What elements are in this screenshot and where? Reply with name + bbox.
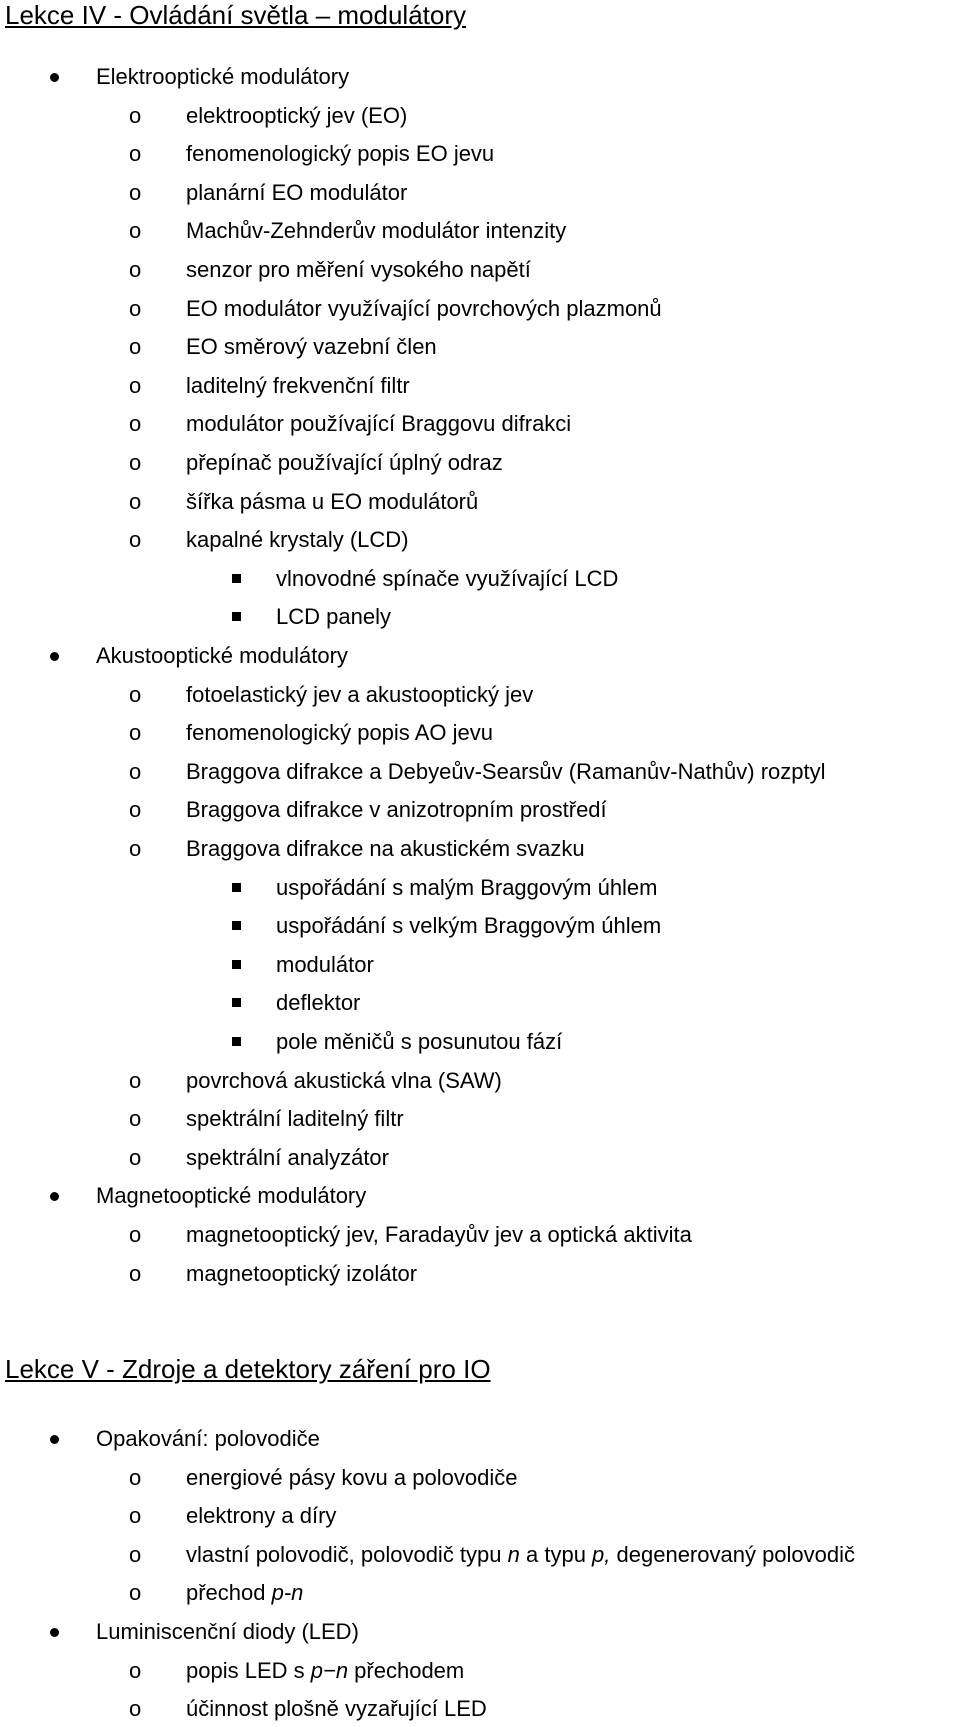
bullet-o-marker: o (129, 296, 142, 321)
list-item (0, 1578, 960, 1608)
list-item (0, 525, 960, 555)
item-text: modulátor používající Braggovu difrakci (186, 411, 572, 436)
item-text: spektrální laditelný filtr (186, 1106, 404, 1131)
item-text: planární EO modulátor (186, 180, 408, 205)
list-item (0, 178, 960, 208)
list-item (0, 1143, 960, 1173)
list-item (0, 1066, 960, 1096)
item-text: modulátor (276, 952, 374, 977)
item-text: uspořádání s velkým Braggovým úhlem (276, 913, 662, 938)
list-item (0, 487, 960, 517)
bullet-o-marker: o (129, 218, 142, 243)
list-item (0, 1259, 960, 1289)
bullet-square-icon (232, 921, 241, 930)
item-text: elektrony a díry (186, 1503, 337, 1528)
bullet-square-icon (232, 998, 241, 1007)
list-item (0, 448, 960, 478)
item-text: Braggova difrakce a Debyeův-Searsův (Ramanův-Nathův) rozptyl (186, 759, 826, 784)
item-text: spektrální analyzátor (186, 1145, 389, 1170)
bullet-o-marker: o (129, 1658, 142, 1683)
bullet-o-marker: o (129, 527, 142, 552)
sub-list-item (0, 950, 960, 980)
topic-item (0, 1424, 960, 1454)
topic-item (0, 1617, 960, 1647)
bullet-o-marker: o (129, 1465, 142, 1490)
italic-symbol: p-n (271, 1580, 304, 1605)
list-item (0, 795, 960, 825)
item-text: vlnovodné spínače využívající LCD (276, 566, 619, 591)
item-text (186, 1578, 303, 1608)
topic-item (0, 641, 960, 671)
bullet-o-marker: o (129, 1145, 142, 1170)
list-item (0, 1656, 960, 1686)
item-text: EO směrový vazební člen (186, 334, 437, 359)
item-text: energiové pásy kovu a polovodiče (186, 1465, 518, 1490)
list-item (0, 718, 960, 748)
list-item (0, 255, 960, 285)
item-text: senzor pro měření vysokého napětí (186, 257, 531, 282)
bullet-o-marker: o (129, 720, 142, 745)
bullet-o-marker: o (129, 450, 142, 475)
item-text: deflektor (276, 990, 361, 1015)
bullet-square-icon (232, 574, 241, 583)
bullet-o-marker: o (129, 1222, 142, 1247)
item-text: Akustooptické modulátory (96, 643, 348, 668)
bullet-o-marker: o (129, 759, 142, 784)
list-item (0, 1694, 960, 1724)
item-text (186, 1540, 855, 1570)
item-text: přepínač používající úplný odraz (186, 450, 503, 475)
text-run: popis LED s (186, 1658, 311, 1683)
item-text: Magnetooptické modulátory (96, 1183, 367, 1208)
list-item (0, 216, 960, 246)
item-text: magnetooptický jev, Faradayův jev a optická aktivita (186, 1222, 692, 1247)
text-run: přechodem (348, 1658, 465, 1683)
topic-item (0, 62, 960, 92)
item-text: Braggova difrakce na akustickém svazku (186, 836, 585, 861)
topic-item (0, 1181, 960, 1211)
list-item (0, 1220, 960, 1250)
list-item (0, 680, 960, 710)
item-text: Opakování: polovodiče (96, 1426, 320, 1451)
text-run: degenerovaný polovodič (610, 1542, 856, 1567)
italic-symbol: n (507, 1542, 520, 1567)
list-item (0, 1104, 960, 1134)
bullet-o-marker: o (129, 103, 142, 128)
item-text: šířka pásma u EO modulátorů (186, 489, 479, 514)
item-text: Braggova difrakce v anizotropním prostředí (186, 797, 607, 822)
bullet-o-marker: o (129, 180, 142, 205)
sub-list-item (0, 602, 960, 632)
list-item (0, 332, 960, 362)
bullet-square-icon (232, 960, 241, 969)
bullet-o-marker: o (129, 1261, 142, 1286)
list-item (0, 834, 960, 864)
bullet-o-marker: o (129, 1542, 142, 1567)
item-text: účinnost plošně vyzařující LED (186, 1696, 487, 1721)
bullet-o-marker: o (129, 1068, 142, 1093)
bullet-dot-icon (50, 73, 59, 82)
bullet-dot-icon (50, 1192, 59, 1201)
item-text: magnetooptický izolátor (186, 1261, 418, 1286)
list-item (0, 101, 960, 131)
bullet-square-icon (232, 612, 241, 621)
text-run: přechod (186, 1580, 272, 1605)
list-item (0, 371, 960, 401)
list-item (0, 757, 960, 787)
lesson-title: Lekce IV - Ovládání světla – modulátory (5, 0, 467, 30)
sub-list-item (0, 873, 960, 903)
bullet-o-marker: o (129, 141, 142, 166)
bullet-o-marker: o (129, 411, 142, 436)
list-item (0, 1463, 960, 1493)
item-text (186, 1656, 464, 1686)
sub-list-item (0, 564, 960, 594)
item-text: LCD panely (276, 604, 391, 629)
bullet-o-marker: o (129, 797, 142, 822)
bullet-dot-icon (50, 1628, 59, 1637)
bullet-o-marker: o (129, 489, 142, 514)
sub-list-item (0, 911, 960, 941)
italic-symbol: p−n (310, 1658, 349, 1683)
bullet-o-marker: o (129, 257, 142, 282)
item-text: Luminiscenční diody (LED) (96, 1619, 359, 1644)
bullet-square-icon (232, 883, 241, 892)
item-text: kapalné krystaly (LCD) (186, 527, 409, 552)
italic-symbol: p, (592, 1542, 611, 1567)
bullet-o-marker: o (129, 1580, 142, 1605)
bullet-dot-icon (50, 652, 59, 661)
item-text: fenomenologický popis EO jevu (186, 141, 495, 166)
item-text: fotoelastický jev a akustooptický jev (186, 682, 534, 707)
item-text: elektrooptický jev (EO) (186, 103, 408, 128)
bullet-o-marker: o (129, 334, 142, 359)
item-text: EO modulátor využívající povrchových plazmonů (186, 296, 662, 321)
text-run: vlastní polovodič, polovodič typu (186, 1542, 508, 1567)
item-text: fenomenologický popis AO jevu (186, 720, 493, 745)
item-text: pole měničů s posunutou fází (276, 1029, 563, 1054)
bullet-o-marker: o (129, 1106, 142, 1131)
list-item (0, 1540, 960, 1570)
bullet-o-marker: o (129, 682, 142, 707)
list-item (0, 409, 960, 439)
list-item (0, 1501, 960, 1531)
lesson-title: Lekce V - Zdroje a detektory záření pro IO (5, 1354, 491, 1384)
list-item (0, 139, 960, 169)
item-text: uspořádání s malým Braggovým úhlem (276, 875, 658, 900)
bullet-o-marker: o (129, 1696, 142, 1721)
sub-list-item (0, 988, 960, 1018)
bullet-square-icon (232, 1037, 241, 1046)
item-text: Elektrooptické modulátory (96, 64, 350, 89)
bullet-dot-icon (50, 1435, 59, 1444)
text-run: a typu (519, 1542, 593, 1567)
bullet-o-marker: o (129, 836, 142, 861)
item-text: laditelný frekvenční filtr (186, 373, 410, 398)
list-item (0, 294, 960, 324)
sub-list-item (0, 1027, 960, 1057)
bullet-o-marker: o (129, 373, 142, 398)
item-text: povrchová akustická vlna (SAW) (186, 1068, 502, 1093)
bullet-o-marker: o (129, 1503, 142, 1528)
item-text: Machův-Zehnderův modulátor intenzity (186, 218, 567, 243)
